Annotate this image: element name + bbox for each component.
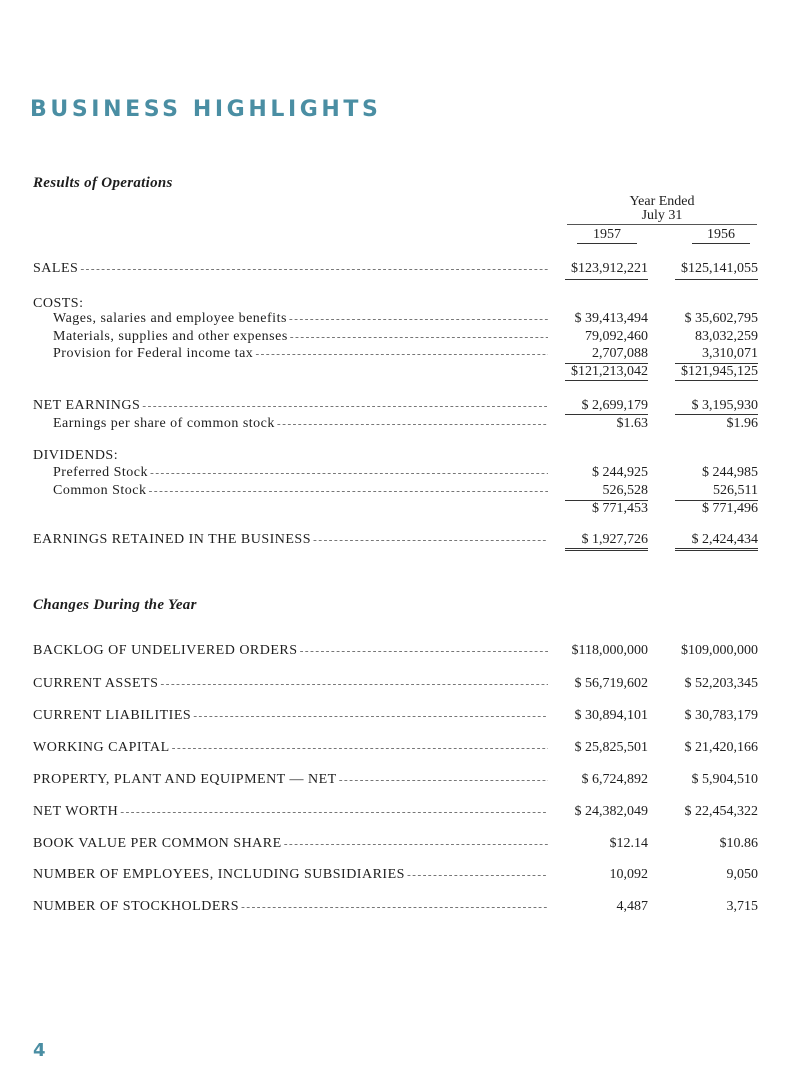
table-row-wages	[33, 311, 763, 329]
value-1956: $ 244,985	[702, 465, 758, 480]
table-row-current-assets	[33, 676, 763, 694]
value-1956: $ 35,602,795	[684, 311, 758, 326]
value-1956: $109,000,000	[681, 643, 758, 658]
row-label: BACKLOG OF UNDELIVERED ORDERS - - -	[33, 643, 548, 659]
value-1957: 79,092,460	[585, 329, 648, 344]
row-label: NET WORTH - - -	[33, 804, 548, 820]
table-row-current-liabilities	[33, 708, 763, 726]
value-1956: 3,310,071	[702, 346, 758, 361]
column-group-header: Year Ended	[629, 194, 695, 209]
row-label: WORKING CAPITAL - - -	[33, 740, 548, 756]
value-1956: $ 52,203,345	[684, 676, 758, 691]
value-1956: $121,945,125	[675, 363, 758, 381]
row-label: CURRENT ASSETS - - -	[33, 676, 548, 692]
table-row-stockholders	[33, 899, 763, 917]
value-1957: 2,707,088	[592, 346, 648, 361]
value-1957: $12.14	[609, 836, 648, 851]
value-1957: $118,000,000	[571, 643, 648, 658]
table-row-working-capital	[33, 740, 763, 758]
value-1956: $1.96	[726, 416, 758, 431]
row-label: COSTS:	[33, 296, 84, 311]
row-label: NET EARNINGS - - -	[33, 398, 548, 414]
value-1957: $ 1,927,726	[565, 532, 648, 551]
table-row-dividends-heading	[33, 448, 763, 466]
value-1956: 3,715	[726, 899, 758, 914]
value-1956: $ 771,496	[675, 500, 758, 517]
table-row-employees	[33, 867, 763, 885]
value-1956: $ 22,454,322	[684, 804, 758, 819]
table-row-sales	[33, 261, 763, 279]
table-row-costs-total	[33, 363, 763, 381]
table-row-common-stock	[33, 483, 763, 501]
value-1956: $10.86	[719, 836, 758, 851]
value-1956: $ 3,195,930	[675, 398, 758, 415]
value-1957: $ 244,925	[592, 465, 648, 480]
value-1957: $ 39,413,494	[574, 311, 648, 326]
column-group-subheader: July 31	[641, 208, 683, 223]
table-row-dividends-total	[33, 500, 763, 518]
row-label: Provision for Federal income tax - - -	[53, 346, 548, 362]
value-1957: $123,912,221	[565, 261, 648, 280]
value-1957: $ 30,894,101	[574, 708, 648, 723]
results-of-operations-heading: Results of Operations	[33, 175, 173, 191]
table-row-backlog	[33, 643, 763, 661]
table-row-net-worth	[33, 804, 763, 822]
row-label: DIVIDENDS:	[33, 448, 119, 463]
row-label: Common Stock - - -	[53, 483, 548, 499]
row-label: EARNINGS RETAINED IN THE BUSINESS - - -	[33, 532, 548, 548]
value-1957: $ 6,724,892	[581, 772, 648, 787]
table-row-book-value	[33, 836, 763, 854]
value-1956: 83,032,259	[695, 329, 758, 344]
value-1956: 526,511	[713, 483, 758, 498]
value-1956: $ 5,904,510	[691, 772, 758, 787]
row-label: SALES - - -	[33, 261, 548, 277]
column-group-divider	[567, 224, 757, 225]
value-1957: $ 24,382,049	[574, 804, 648, 819]
row-label: NUMBER OF EMPLOYEES, INCLUDING SUBSIDIARIES - - -	[33, 867, 548, 883]
value-1957: $ 56,719,602	[574, 676, 648, 691]
row-label: Preferred Stock - - -	[53, 465, 548, 481]
page-title: BUSINESS HIGHLIGHTS	[30, 97, 382, 122]
table-row-eps	[33, 416, 763, 434]
changes-during-year-heading: Changes During the Year	[33, 597, 197, 613]
value-1956: 9,050	[726, 867, 758, 882]
value-1956: $ 30,783,179	[684, 708, 758, 723]
column-header-1956: 1956	[692, 227, 750, 244]
value-1957: $ 2,699,179	[565, 398, 648, 415]
row-label: Materials, supplies and other expenses - - -	[53, 329, 548, 345]
row-label: BOOK VALUE PER COMMON SHARE - - -	[33, 836, 548, 852]
row-label: Wages, salaries and employee benefits - - -	[53, 311, 548, 327]
value-1957: $121,213,042	[565, 363, 648, 381]
value-1956: $ 21,420,166	[684, 740, 758, 755]
value-1957: $1.63	[616, 416, 648, 431]
table-row-property-plant-equipment	[33, 772, 763, 790]
table-row-net-earnings	[33, 398, 763, 416]
row-label: NUMBER OF STOCKHOLDERS - - -	[33, 899, 548, 915]
row-label: CURRENT LIABILITIES - - -	[33, 708, 548, 724]
column-header-1957: 1957	[577, 227, 637, 244]
table-row-materials	[33, 329, 763, 347]
value-1956: $ 2,424,434	[675, 532, 758, 551]
table-row-preferred-stock	[33, 465, 763, 483]
row-label: Earnings per share of common stock - - -	[53, 416, 548, 432]
value-1957: 526,528	[602, 483, 648, 498]
table-row-earnings-retained	[33, 532, 763, 550]
page-number: 4	[33, 1040, 46, 1061]
value-1957: $ 771,453	[565, 500, 648, 517]
value-1957: $ 25,825,501	[574, 740, 648, 755]
row-label: PROPERTY, PLANT AND EQUIPMENT — NET - - -	[33, 772, 548, 788]
value-1956: $125,141,055	[675, 261, 758, 280]
value-1957: 10,092	[609, 867, 648, 882]
value-1957: 4,487	[616, 899, 648, 914]
table-row-federal-tax	[33, 346, 763, 364]
